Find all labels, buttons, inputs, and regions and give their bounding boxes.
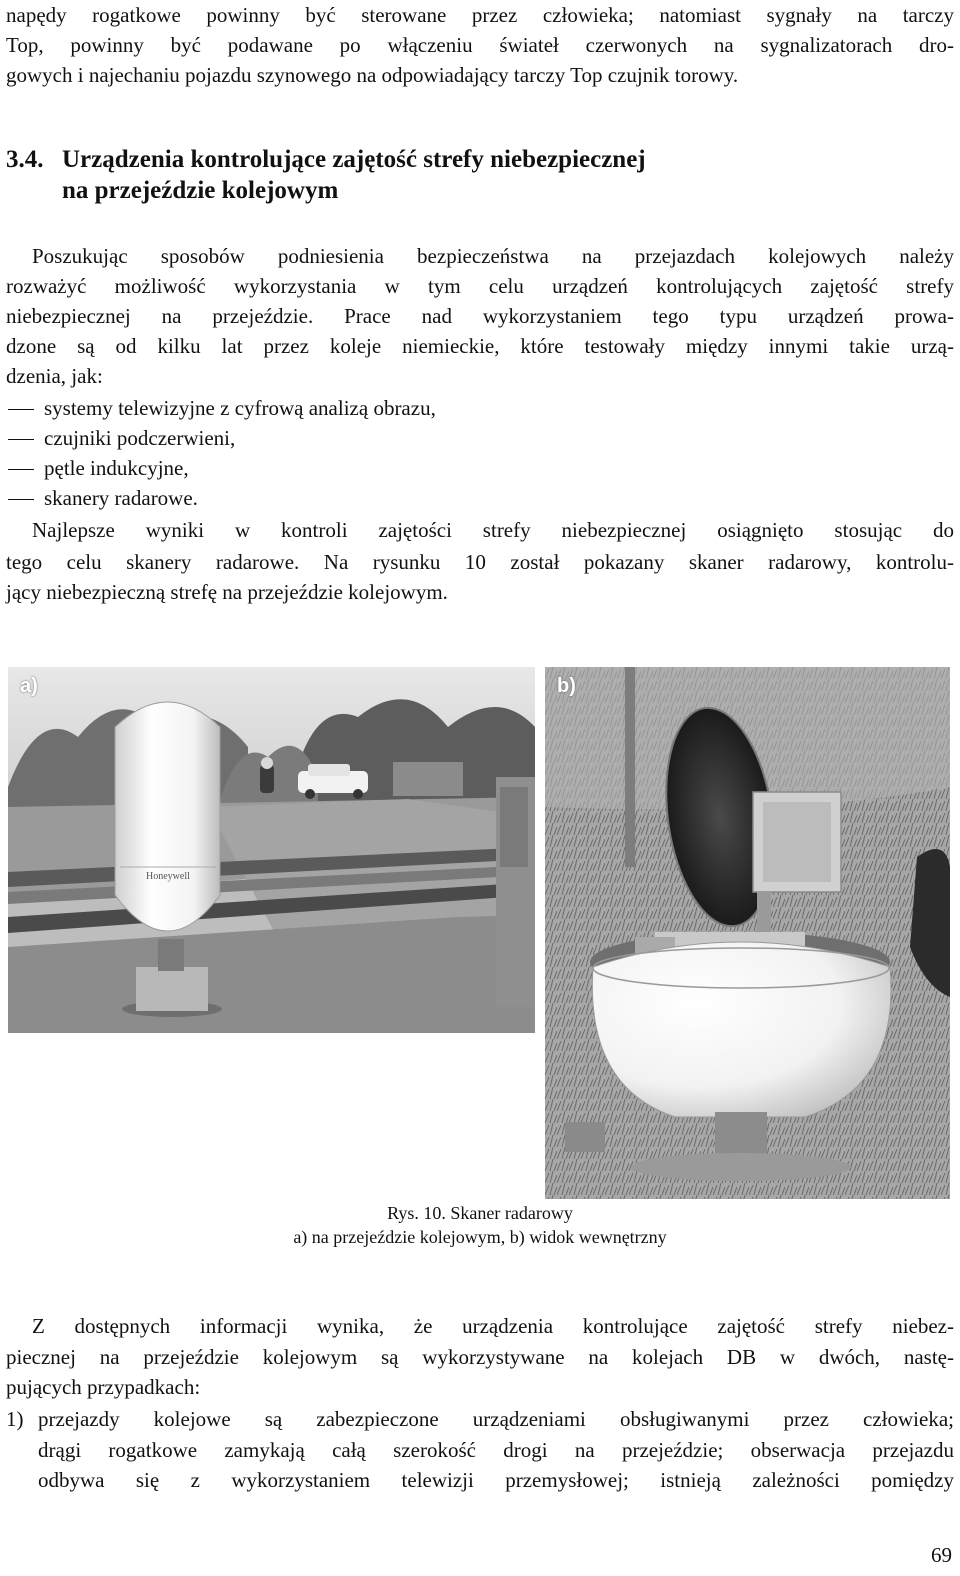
photo-label-a: a) <box>20 675 38 697</box>
numbered-item-line-3: odbywa się z wykorzystaniem telewizji przemysłowej; istnieją zależności pomiędzy <box>38 1468 954 1492</box>
list-item <box>6 483 954 513</box>
radar-interior-scene <box>545 667 950 1199</box>
paragraph3-line-1: Z dostępnych informacji wynika, że urządzenia kontrolujące zajętość strefy niebez- <box>32 1314 954 1338</box>
intro-line-3: gowych i najechaniu pojazdu szynowego na odpowiadający tarczy Top czujnik torowy. <box>6 63 739 87</box>
paragraph3-line-2: piecznej na przejeździe kolejowym są wykorzystywane na kolejach DB w dwóch, nastę- <box>6 1345 954 1369</box>
paragraph1-line-5: dzenia, jak: <box>6 364 103 388</box>
list-item-text: czujniki podczerwieni, <box>44 426 236 450</box>
photo-label-b: b) <box>557 675 576 697</box>
paragraph1-line-1: Poszukując sposobów podniesienia bezpieczeństwa na przejazdach kolejowych należy <box>32 244 954 268</box>
paragraph3-line-3: pujących przypadkach: <box>6 1375 201 1399</box>
paragraph1-line-3: niebezpiecznej na przejeździe. Prace nad wykorzystaniem tego typu urządzeń prowa- <box>6 304 954 328</box>
list-item-text: systemy telewizyjne z cyfrową analizą obrazu, <box>44 396 436 420</box>
railway-crossing-scene <box>8 667 535 1033</box>
numbered-item-line-1: przejazdy kolejowe są zabezpieczone urządzeniami obsługiwanymi przez człowieka; <box>38 1407 954 1431</box>
intro-line-2: Top, powinny być podawane po włączeniu świateł czerwonych na sygnalizatorach dro- <box>6 33 954 57</box>
list-item <box>6 453 954 483</box>
section-number: 3.4. <box>6 146 44 173</box>
intro-line-1: napędy rogatkowe powinny być sterowane przez człowieka; natomiast sygnały na tarczy <box>6 3 954 27</box>
paragraph2-line-3: jący niebezpieczną strefę na przejeździe kolejowym. <box>6 580 448 604</box>
paragraph1-line-2: rozważyć możliwość wykorzystania w tym celu urządzeń kontrolujących zajętość strefy <box>6 274 954 298</box>
list-item-text: skanery radarowe. <box>44 486 198 510</box>
numbered-item-number: 1) <box>6 1407 24 1431</box>
list-item-text: pętle indukcyjne, <box>44 456 189 480</box>
photo-a <box>8 667 535 1033</box>
list-item <box>6 393 954 423</box>
dash-bullet <box>8 499 34 500</box>
paragraph2-line-2: tego celu skanery radarowe. Na rysunku 10 został pokazany skaner radarowy, kontrolu- <box>6 550 954 574</box>
page-number: 69 <box>931 1543 952 1567</box>
device-brand-text: Honeywell <box>146 871 190 882</box>
section-title-line-2: na przejeździe kolejowym <box>62 177 339 204</box>
figure-caption-line-2: a) na przejeździe kolejowym, b) widok wewnętrzny <box>293 1227 667 1247</box>
section-title-line-1: Urządzenia kontrolujące zajętość strefy niebezpiecznej <box>62 146 646 173</box>
photo-b <box>545 667 950 1199</box>
dash-bullet <box>8 439 34 440</box>
dash-bullet <box>8 469 34 470</box>
list-item <box>6 423 954 453</box>
paragraph2-line-1: Najlepsze wyniki w kontroli zajętości strefy niebezpiecznej osiągnięto stosując do <box>32 518 954 542</box>
paragraph1-line-4: dzone są od kilku lat przez koleje niemieckie, które testowały między innymi takie urzą- <box>6 334 954 358</box>
numbered-item-line-2: drągi rogatkowe zamykają całą szerokość drogi na przejeździe; obserwacja przejazdu <box>38 1438 954 1462</box>
dash-bullet <box>8 409 34 410</box>
figure-caption-line-1: Rys. 10. Skaner radarowy <box>387 1203 573 1223</box>
